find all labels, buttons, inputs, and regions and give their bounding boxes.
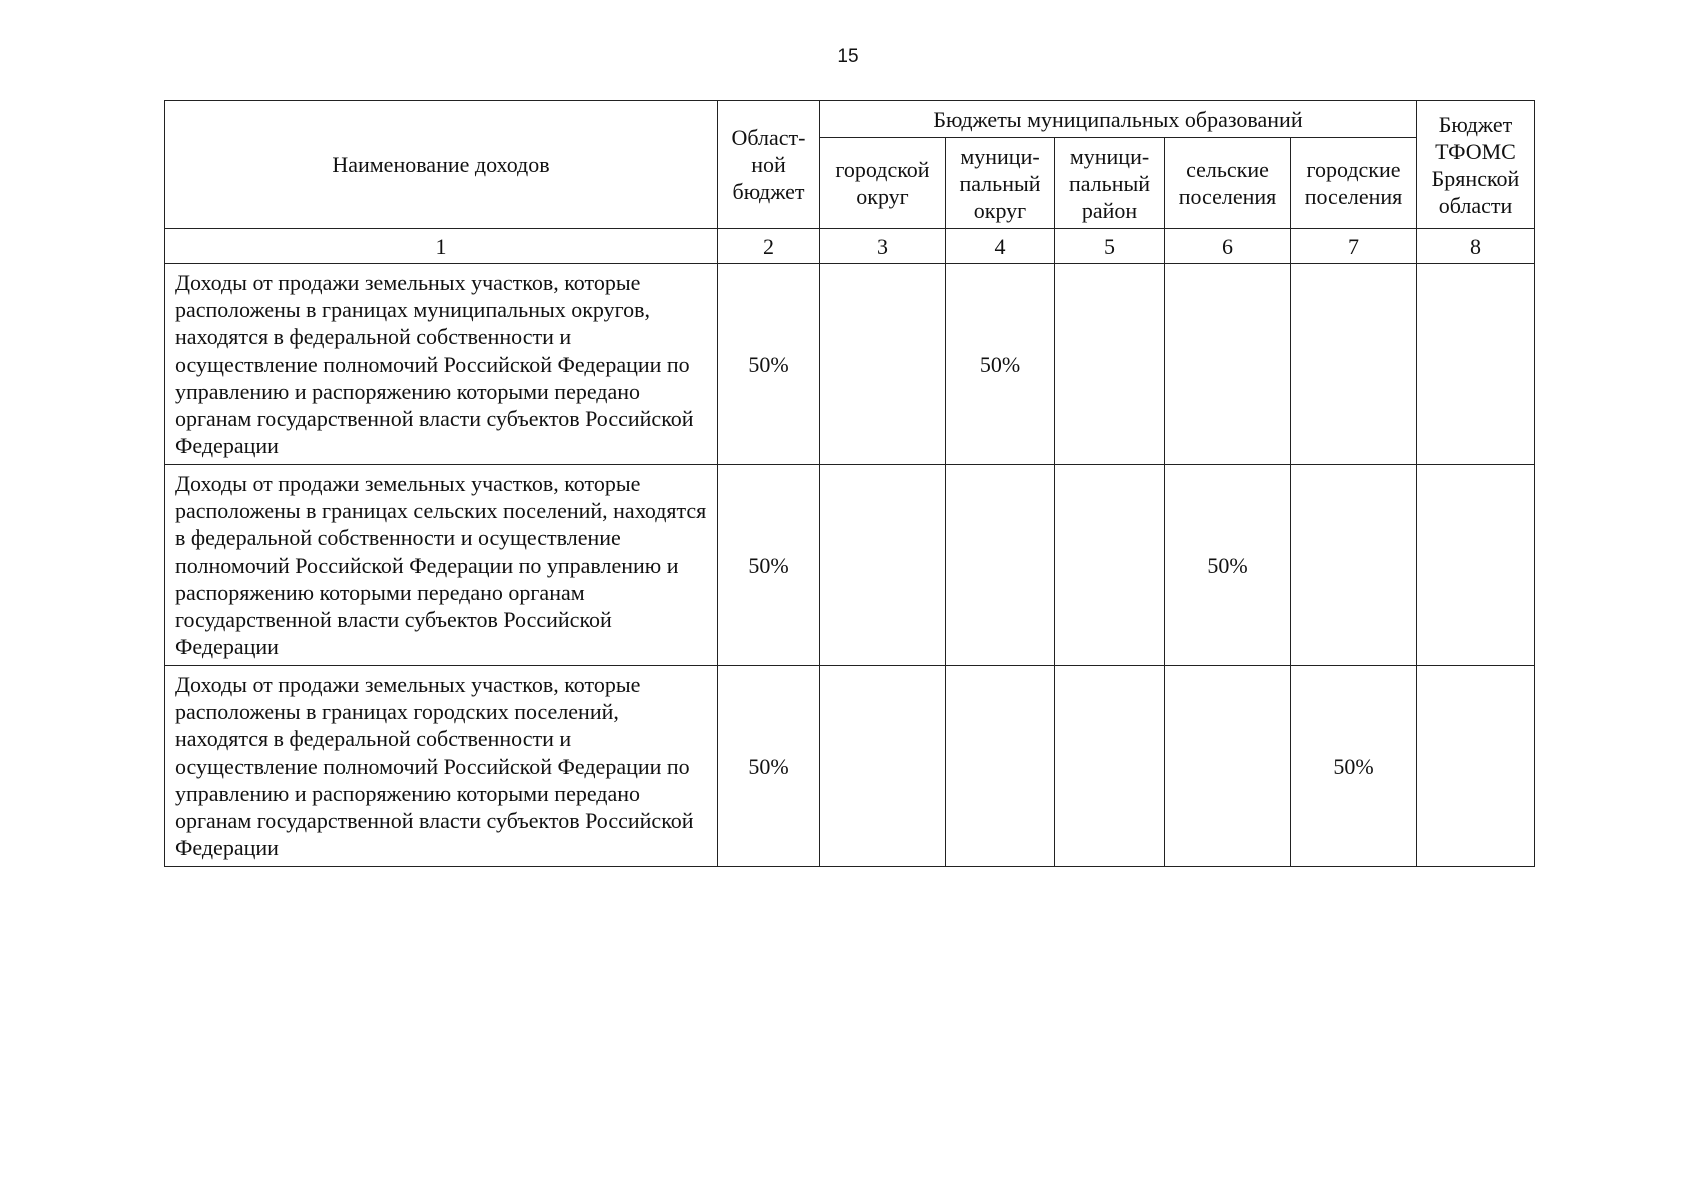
header-regional-budget [718, 101, 820, 229]
header-tfoms-budget: Бюджет ТФОМС Брянской области [1417, 101, 1535, 229]
header-row-top [165, 101, 1535, 138]
share-cell: 50% [718, 666, 820, 867]
header-rural-settlements: сельские поселения [1165, 138, 1291, 229]
column-number: 1 [165, 229, 718, 264]
share-cell: 50% [946, 264, 1055, 465]
header-municipal-budgets: Бюджеты муниципальных образований [820, 101, 1417, 138]
revenue-name-cell: Доходы от продажи земельных участков, которые расположены в границах сельских поселений, находятся в федеральной собственности и осуществление полномочий Российской Федерации по управлению и распоряжению которыми передано органам государственной власти субъектов Российской Федерации [165, 465, 718, 666]
header-urban-settlements: городские поселения [1291, 138, 1417, 229]
share-cell [820, 465, 946, 666]
share-cell [1291, 465, 1417, 666]
share-cell [1417, 666, 1535, 867]
share-cell [1055, 666, 1165, 867]
share-cell [1055, 465, 1165, 666]
column-number: 3 [820, 229, 946, 264]
share-cell: 50% [1291, 666, 1417, 867]
table-row [165, 264, 1535, 465]
share-cell: 50% [718, 264, 820, 465]
share-cell [1417, 264, 1535, 465]
page-number: 15 [837, 46, 859, 67]
share-cell [1055, 264, 1165, 465]
column-number: 7 [1291, 229, 1417, 264]
share-cell [1165, 666, 1291, 867]
column-number: 6 [1165, 229, 1291, 264]
column-number: 2 [718, 229, 820, 264]
column-number-row [165, 229, 1535, 264]
share-cell [820, 666, 946, 867]
share-cell [820, 264, 946, 465]
header-regional-budget-label: Област- ной бюджет [731, 125, 806, 204]
column-number: 5 [1055, 229, 1165, 264]
revenue-name-cell: Доходы от продажи земельных участков, которые расположены в границах муниципальных округов, находятся в федеральной собственности и осуществление полномочий Российской Федерации по управлению и распоряжению которыми передано органам государственной власти субъектов Российской Федерации [165, 264, 718, 465]
table-row [165, 666, 1535, 867]
header-city-district: городской округ [820, 138, 946, 229]
revenue-distribution-table [164, 100, 1535, 867]
header-municipal-rayon: муници-пальный район [1055, 138, 1165, 229]
share-cell [946, 465, 1055, 666]
header-municipal-okrug: муници-пальный округ [946, 138, 1055, 229]
share-cell: 50% [718, 465, 820, 666]
share-cell [1165, 264, 1291, 465]
table-row [165, 465, 1535, 666]
column-number: 4 [946, 229, 1055, 264]
revenue-name-cell: Доходы от продажи земельных участков, которые расположены в границах городских поселений, находятся в федеральной собственности и осуществление полномочий Российской Федерации по управлению и распоряжению которыми передано органам государственной власти субъектов Российской Федерации [165, 666, 718, 867]
column-number: 8 [1417, 229, 1535, 264]
header-revenue-name: Наименование доходов [165, 101, 718, 229]
share-cell [1291, 264, 1417, 465]
share-cell [1417, 465, 1535, 666]
share-cell [946, 666, 1055, 867]
share-cell: 50% [1165, 465, 1291, 666]
